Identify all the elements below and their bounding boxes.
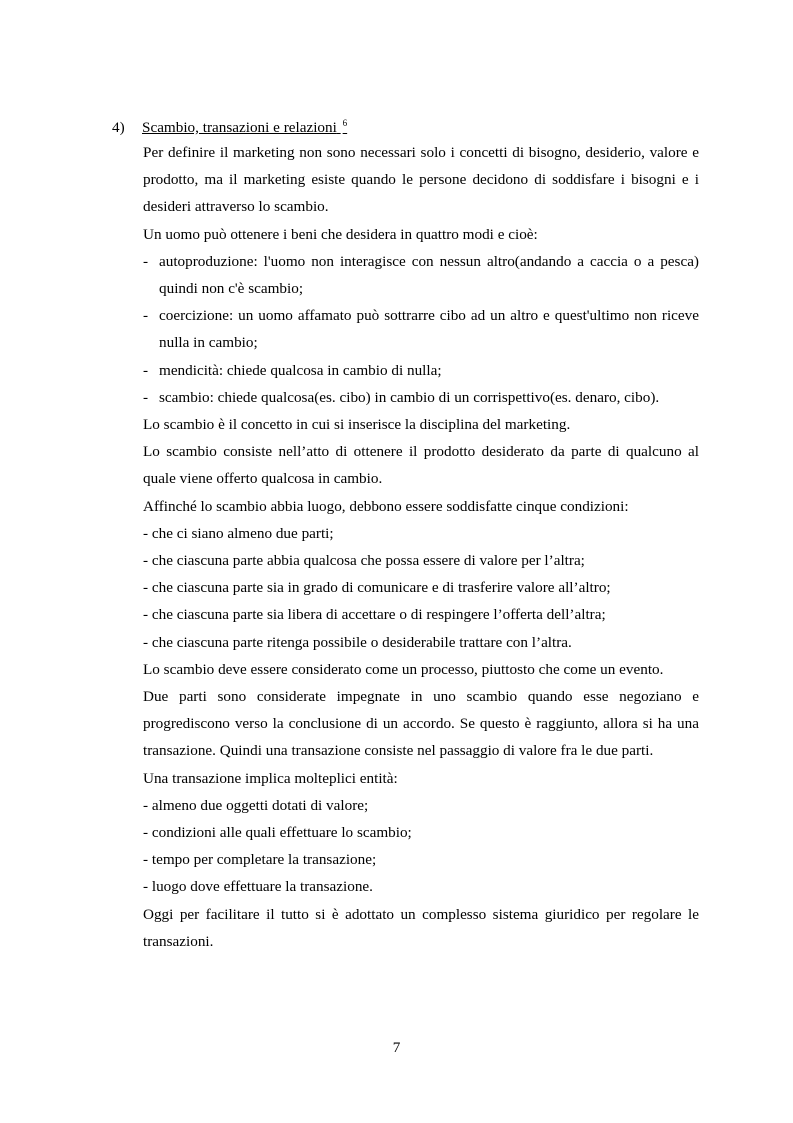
- paragraph-modes-intro: Un uomo può ottenere i beni che desidera in quattro modi e cioè:: [143, 225, 538, 243]
- paragraph-closing: Oggi per facilitare il tutto si è adottato un complesso sistema giuridico per regolare le transazioni.: [143, 905, 699, 950]
- list-item: - coercizione: un uomo affamato può sottrarre cibo ad un altro e quest'ultimo non riceve nulla in cambio;: [143, 307, 699, 352]
- condition-item: - che ci siano almeno due parti;: [143, 524, 334, 542]
- entity-item: - condizioni alle quali effettuare lo scambio;: [143, 824, 412, 842]
- entity-item: - almeno due oggetti dotati di valore;: [143, 796, 369, 814]
- condition-item: - che ciascuna parte abbia qualcosa che possa essere di valore per l’altra;: [143, 552, 585, 570]
- page-number: 7: [392, 1039, 401, 1056]
- entity-item: - tempo per completare la transazione;: [143, 851, 377, 869]
- section-number: 4): [112, 119, 125, 136]
- footnote-marker: 6: [342, 118, 348, 128]
- paragraph-conditions-intro: Affinché lo scambio abbia luogo, debbono essere soddisfatte cinque condizioni:: [143, 497, 629, 515]
- list-item: - autoproduzione: l'uomo non interagisce con nessun altro(andando a caccia o a pesca) quindi non c'è scambio;: [143, 252, 699, 298]
- condition-item: - che ciascuna parte sia libera di accettare o di respingere l’offerta dell’altra;: [143, 606, 606, 624]
- list-item: - mendicità: chiede qualcosa in cambio di nulla;: [143, 361, 442, 379]
- paragraph-process: Lo scambio deve essere considerato come un processo, piuttosto che come un evento.: [143, 660, 664, 678]
- condition-item: - che ciascuna parte sia in grado di comunicare e di trasferire valore all’altro;: [143, 579, 611, 597]
- paragraph-concept: Lo scambio è il concetto in cui si inserisce la disciplina del marketing.: [143, 416, 571, 434]
- paragraph-intro: Per definire il marketing non sono necessari solo i concetti di bisogno, desiderio, valore e prodotto, ma il marketing esiste quando le persone decidono di soddisfare i bisogni e i desideri attraverso lo scambio.: [143, 144, 699, 216]
- paragraph-entities-intro: Una transazione implica molteplici entità:: [143, 769, 398, 787]
- entity-item: - luogo dove effettuare la transazione.: [143, 878, 373, 896]
- list-item: - scambio: chiede qualcosa(es. cibo) in cambio di un corrispettivo(es. denaro, cibo).: [143, 388, 660, 406]
- paragraph-transaction: Due parti sono considerate impegnate in uno scambio quando esse negoziano e progrediscono verso la conclusione di un accordo. Se questo è raggiunto, allora si ha una transazione. Quindi una transazione consiste nel passaggio di valore fra le due parti.: [143, 688, 699, 760]
- condition-item: - che ciascuna parte ritenga possibile o desiderabile trattare con l’altra.: [143, 633, 572, 651]
- section-title: Scambio, transazioni e relazioni $^6$: [142, 118, 348, 136]
- section-heading: [112, 112, 347, 139]
- paragraph-definition: Lo scambio consiste nell’atto di ottenere il prodotto desiderato da parte di qualcuno al quale viene offerto qualcosa in cambio.: [143, 443, 699, 488]
- section-body: [143, 139, 699, 955]
